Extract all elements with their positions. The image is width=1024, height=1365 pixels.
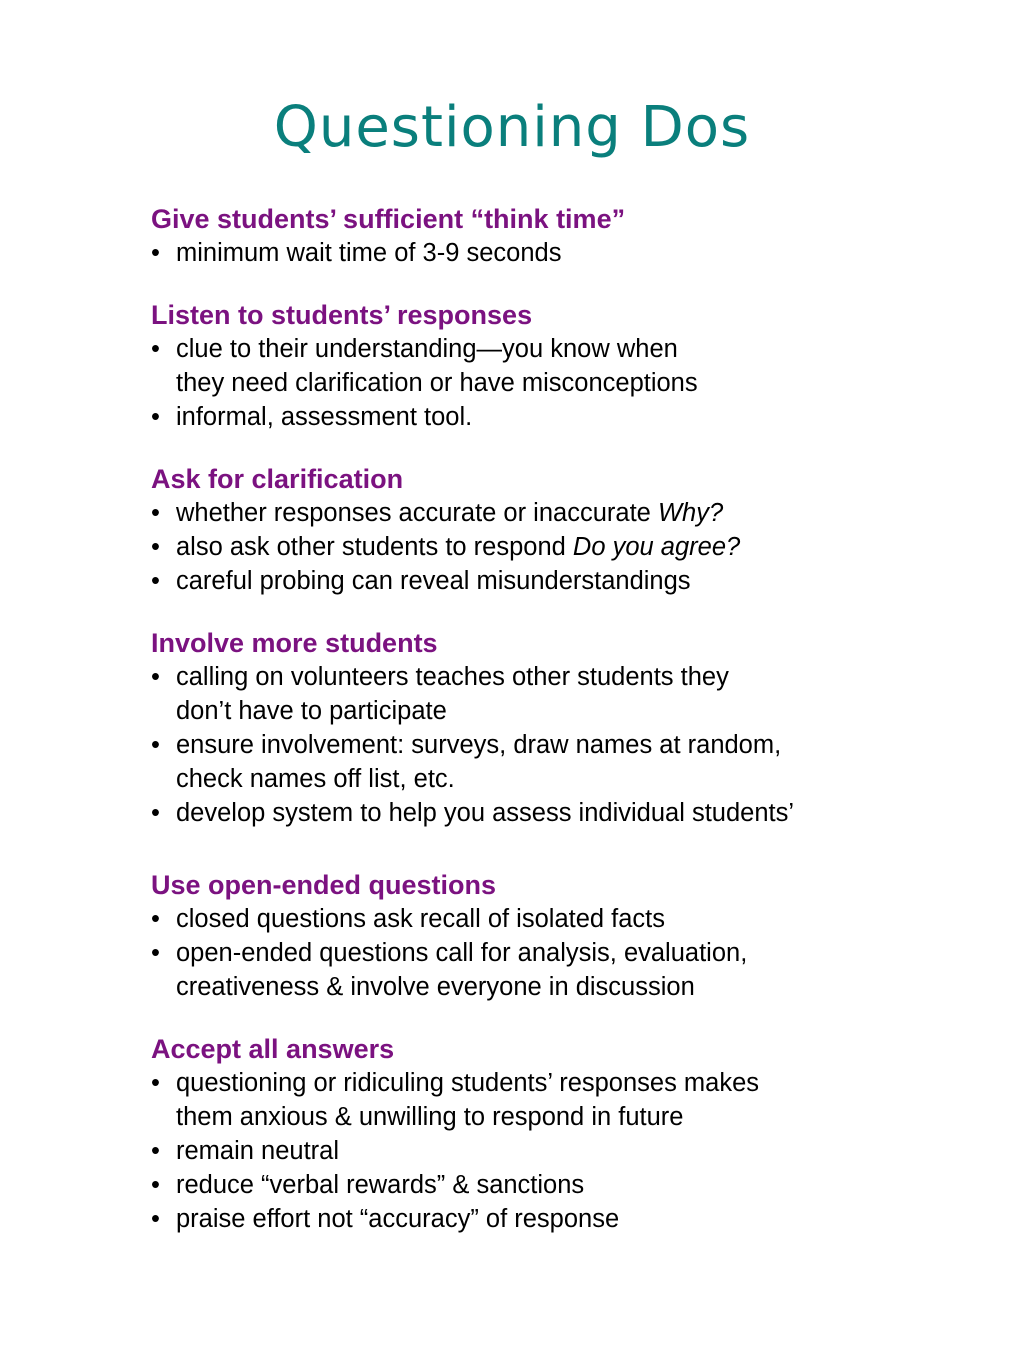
bullet-text-line: ensure involvement: surveys, draw names at random,: [176, 731, 782, 759]
bullet-text: minimum wait time of 3-9 seconds: [176, 239, 562, 267]
section-heading: Involve more students: [151, 628, 438, 658]
bullet-list: [151, 332, 991, 434]
section-involve: [151, 626, 991, 830]
bullet-icon: •: [151, 499, 160, 527]
bullet-text-line: they need clarification or have misconceptions: [176, 369, 698, 397]
page-title: Questioning Dos: [273, 95, 751, 160]
bullet-emphasis: Do you agree?: [572, 533, 741, 561]
bullet-text: develop system to help you assess individual students’: [176, 799, 795, 827]
bullet-icon: •: [151, 663, 160, 691]
bullet-text-line: them anxious & unwilling to respond in future: [176, 1103, 684, 1131]
bullet-text: praise effort not “accuracy” of response: [176, 1205, 620, 1233]
bullet-text-line: check names off list, etc.: [176, 765, 455, 793]
bullet-item: [151, 902, 991, 936]
bullet-icon: •: [151, 335, 160, 363]
section-heading: Give students’ sufficient “think time”: [151, 204, 626, 234]
bullet-item: [151, 660, 991, 728]
bullet-icon: •: [151, 939, 160, 967]
bullet-item: [151, 1066, 991, 1134]
bullet-item: [151, 1168, 991, 1202]
bullet-text-line: calling on volunteers teaches other students they: [176, 663, 729, 691]
bullet-item: [151, 530, 991, 564]
bullet-text-line: don’t have to participate: [176, 697, 447, 725]
bullet-list: [151, 1066, 991, 1236]
bullet-text-line: questioning or ridiculing students’ responses makes: [176, 1069, 760, 1097]
bullet-icon: •: [151, 533, 160, 561]
bullet-item: [151, 796, 991, 830]
bullet-icon: •: [151, 731, 160, 759]
section-heading: Use open-ended questions: [151, 870, 497, 900]
bullet-text-line: creativeness & involve everyone in discussion: [176, 973, 695, 1001]
section-open-ended: [151, 868, 991, 1004]
bullet-text: informal, assessment tool.: [176, 403, 473, 431]
bullet-item: [151, 332, 991, 400]
bullet-icon: •: [151, 239, 160, 267]
bullet-icon: •: [151, 1137, 160, 1165]
bullet-icon: •: [151, 567, 160, 595]
section-heading: Ask for clarification: [151, 464, 404, 494]
bullet-emphasis: Why?: [657, 499, 724, 527]
bullet-list: [151, 496, 991, 598]
bullet-item: [151, 400, 991, 434]
bullet-item: [151, 1202, 991, 1236]
bullet-item: [151, 236, 991, 270]
bullet-text-line: open-ended questions call for analysis, evaluation,: [176, 939, 748, 967]
bullet-item: [151, 1134, 991, 1168]
section-listen: [151, 298, 991, 434]
bullet-list: [151, 902, 991, 1004]
bullet-text: reduce “verbal rewards” & sanctions: [176, 1171, 585, 1199]
bullet-text: closed questions ask recall of isolated facts: [176, 905, 666, 933]
section-heading: Listen to students’ responses: [151, 300, 533, 330]
bullet-icon: •: [151, 905, 160, 933]
section-heading: Accept all answers: [151, 1034, 395, 1064]
bullet-text: whether responses accurate or inaccurate: [176, 499, 658, 527]
bullet-text: remain neutral: [176, 1137, 339, 1165]
bullet-item: [151, 936, 991, 1004]
bullet-icon: •: [151, 799, 160, 827]
section-clarification: [151, 462, 991, 598]
bullet-item: [151, 496, 991, 530]
bullet-item: [151, 564, 991, 598]
bullet-icon: •: [151, 1069, 160, 1097]
content-body: [151, 202, 991, 1264]
section-accept: [151, 1032, 991, 1236]
bullet-list: [151, 236, 991, 270]
bullet-text: careful probing can reveal misunderstandings: [176, 567, 691, 595]
bullet-icon: •: [151, 403, 160, 431]
bullet-text: also ask other students to respond: [176, 533, 573, 561]
section-think-time: [151, 202, 991, 270]
bullet-text-line: clue to their understanding—you know when: [176, 335, 678, 363]
bullet-icon: •: [151, 1205, 160, 1233]
bullet-icon: •: [151, 1171, 160, 1199]
bullet-list: [151, 660, 991, 830]
bullet-item: [151, 728, 991, 796]
